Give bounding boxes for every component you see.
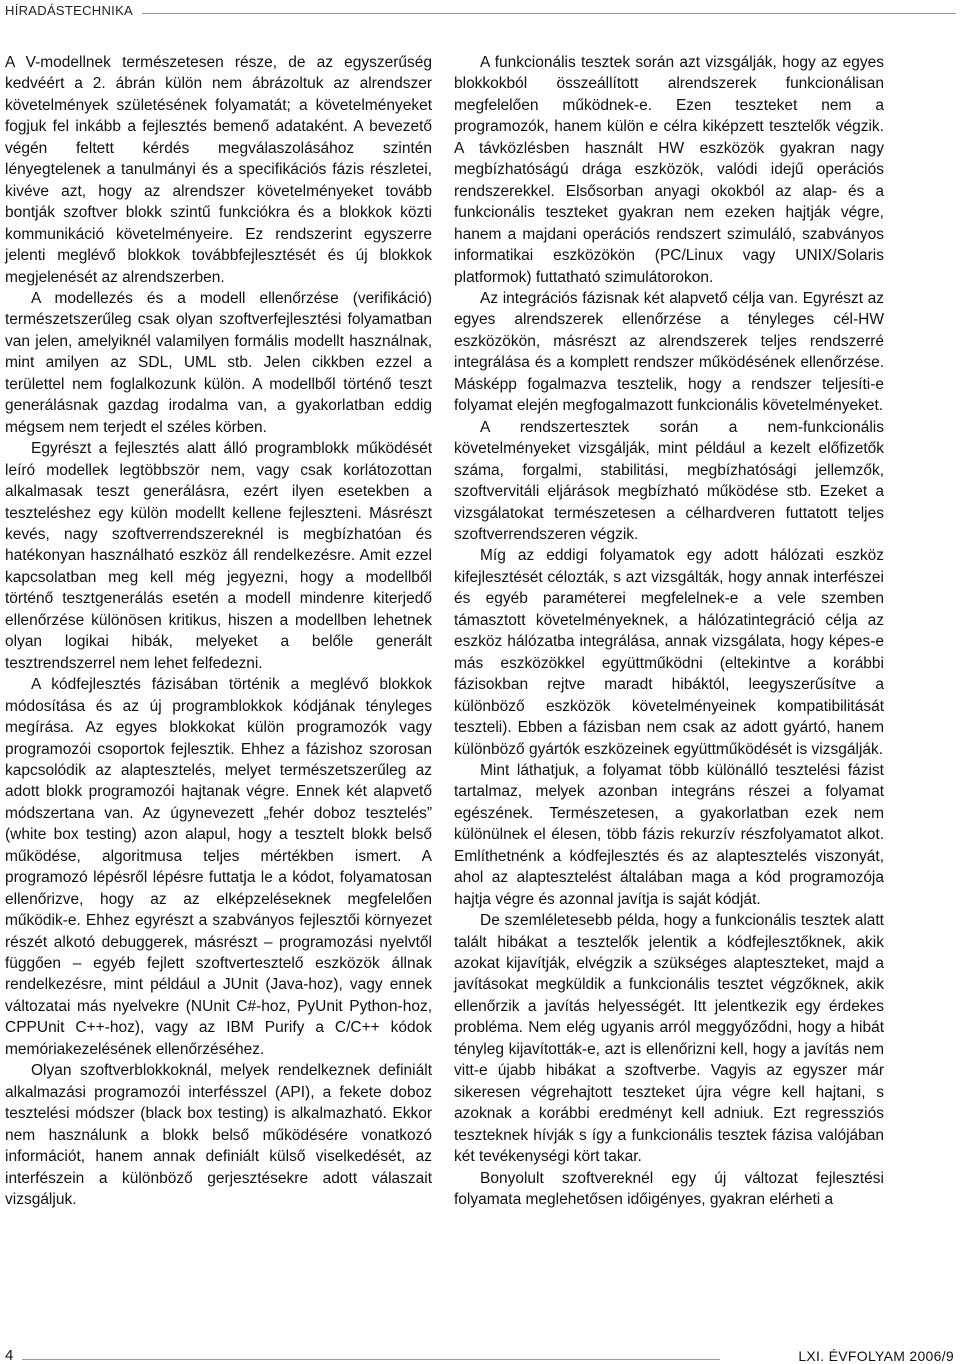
paragraph: A V-modellnek természetesen része, de az egyszerűség kedvéért a 2. ábrán külön nem ábrázoltuk az alrendszer követelmények születésének folyamatát; a követelményeket fogjuk fel inkább a fejlesztés bemenő adataként. A bevezető végén feltett kérdés megválaszolásához szintén lényegtelenek a tanulmányi és a specifikációs fázis részletei, kivéve azt, hogy az alrendszer követelményeket tovább bontják szoftver blokk szintű funkciókra és a blokkok közti kommunikáció követelményeire. Ez rendszerint egyszerre jelenti meglévő blokkok továbbfejlesztését és új blokkok megjelenését az alrendszerben. (5, 54, 432, 286)
paragraph: A funkcionális tesztek során azt vizsgálják, hogy az egyes blokkokból összeállított alrendszerek funkcionálisan megfelelően működnek-e. Ezen teszteket nem a programozók, hanem külön e célra kiképzett tesztelők végzik. A távközlésben használt HW eszközök gyakran nagy megbízhatóságú drága eszközök, valódi idejű operációs rendszerekkel. Elsősorban anyagi okokból az alap- és a funkcionális teszteket gyakran nem ezeken hajtják végre, hanem a majdani operációs rendszert szimuláló, szabványos informatikai eszközökön (PC/Linux vagy UNIX/Solaris platformok) futtatható szimulátorokon. (454, 54, 884, 286)
paragraph: Bonyolult szoftvereknél egy új változat fejlesztési folyamata meglehetősen időigényes, gyakran elérheti a (454, 1169, 884, 1209)
paragraph: A rendszertesztek során a nem-funkcionális követelményeket vizsgálják, mint például a kezelt előfizetők száma, forgalmi, stabilitási, megbízhatósági jellemzők, szoftvervitáli eljárások megbízható működése stb. Ezeket a vizsgálatokat természetesen a célhardveren futtatott teljes szoftverrendszeren végzik. (454, 418, 884, 543)
page-number: 4 (5, 1347, 14, 1364)
paragraph: Míg az eddigi folyamatok egy adott hálózati eszköz kifejlesztését célozták, s azt vizsgálták, hogy annak interfészei és egyéb paraméterei megfelelnek-e a vele szemben támasztott követelményeknek, a hálózatintegráció célja az eszköz hálózatba integrálása, annak vizsgálata, hogy képes-e más eszközökkel együttműködni (eltekintve a korábbi fázisokban rejtve maradt hibáktól, leegyszerűsítve a különböző eszközök követelményeinek kompatibilitását teszteli). Ebben a fázisban nem csak az adott gyártó, hanem különböző gyártók eszközeinek együttműködését is vizsgálják. (454, 547, 884, 758)
paragraph: Mint láthatjuk, a folyamat több különálló tesztelési fázist tartalmaz, melyek azonban integráns részei a folyamat egészének. Természetesen, a gyakorlatban ezek nem különülnek el élesen, több fázis rekurzív részfolyamatot alkot. Említhetnénk a kódfejlesztés és az alaptesztelés viszonyát, ahol az alaptesztelést általában maga a kód programozója hajtja végre és azonnal javítja is saját kódját. (454, 761, 884, 908)
paragraph: Egyrészt a fejlesztés alatt álló programblokk működését leíró modellek legtöbbször nem, vagy csak korlátozottan alkalmasak teszt generálásra, ezért ilyen esetekben a teszteléshez egy külön modellt kellene fejleszteni. Másrészt kevés, nagy szoftverrendszereknél is megbízhatóan és hatékonyan használható eszköz áll rendelkezésre. Amit ezzel kapcsolatban meg kell még jegyezni, hogy a modellből történő tesztgenerálás esetén a modell mindenre kiterjedő ellenőrzése különösen kritikus, hiszen a modellben lehetnek olyan logikai hibák, melyeket a belőle generált tesztrendszerrel nem lehet felfedezni. (5, 440, 432, 672)
paragraph: A kódfejlesztés fázisában történik a meglévő blokkok módosítása és az új programblokkok kódjának tényleges megírása. Az egyes blokkokat külön programozók vagy programozói csoportok fejlesztik. Ehhez a fázishoz szorosan kapcsolódik az alaptesztelés, melyet természetszerűleg az adott blokk programozói hajtanak végre. Ennek két alapvető módszertana van. Az úgynevezett „fehér doboz tesztelés” (white box testing) azon alapul, hogy a tesztelt blokk belső működése, algoritmusa teljes mértékben ismert. A programozó lépésről lépésre futtatja le a kódot, folyamatosan ellenőrizve, hogy az az elképzeléseknek megfelelően működik-e. Ehhez egyrészt a szabványos fejlesztői környezet részét alkotó debuggerek, másrészt – programozási nyelvtől függően – egyéb fejlett szoftvertesztelő eszközök állnak rendelkezésre, mint például a JUnit (Java-hoz), vagy ennek változatai más nyelvekre (NUnit C#-hoz, PyUnit Python-hoz, CPPUnit C++-hoz), vagy az IBM Purify a C/C++ kódok memóriakezelésének ellenőrzéséhez. (5, 676, 432, 1058)
paragraph: Olyan szoftverblokkoknál, melyek rendelkeznek definiált alkalmazási programozói interfésszel (API), a fekete doboz tesztelési módszer (black box testing) is alkalmazható. Ekkor nem használunk a blokk belső működésére vonatkozó információt, hanem annak definiált külső viselkedését, az interfészein a különböző gerjesztésekre adott válaszait vizsgáljuk. (5, 1062, 432, 1209)
footer-rule (22, 1359, 720, 1360)
paragraph: De szemléletesebb példa, hogy a funkcionális tesztek alatt talált hibákat a tesztelők jelentik a kódfejlesztőknek, akik azokat kijavítják, elvégzik a szükséges alapteszteket, majd a javításokat megküldik a funkcionális tesztet végzőknek, akik ellenőrzik a javítás helyességét. Itt jelentkezik egy érdekes probléma. Nem elég ugyanis arról meggyőződni, hogy a hibát tényleg kijavították-e, azt is ellenőrizni kell, hogy a javítás nem vitt-e újabb hibákat a szoftverbe. Vagyis az egyszer már sikeresen végrehajtott teszteket újra végre kell hajtani, s azoknak a korábbi eredményt kell adniuk. Ezt regressziós teszteknek hívják s így a funkcionális tesztek fázisa valójában két tevékenységi kört takar. (454, 912, 884, 1166)
right-column (454, 52, 884, 1210)
paragraph: Az integrációs fázisnak két alapvető célja van. Egyrészt az egyes alrendszerek ellenőrzése a tényleges cél-HW eszközökön, másrészt az alrendszerek teljes rendszerré integrálása és a komplett rendszer működésének ellenőrzése. Másképp fogalmazva tesztelik, hogy a rendszer teljesíti-e folyamat elején megfogalmazott funkcionális követelményeket. (454, 289, 884, 415)
paragraph: A modellezés és a modell ellenőrzése (verifikáció) természetszerűleg csak olyan szoftverfejlesztési folyamatban van jelen, amelyiknél valamilyen formális modellt használnak, mint amilyen az SDL, UML stb. Jelen cikkben ezzel a területtel nem foglalkozunk külön. A modellből történő teszt generálásnak gazdag irodalma van, a gyakorlatban eddig mégsem nem terjedt el széles körben. (5, 289, 432, 436)
issue-label: LXI. ÉVFOLYAM 2006/9 (798, 1348, 954, 1364)
header-rule (142, 13, 956, 14)
left-column (5, 52, 432, 1210)
running-footer (0, 1338, 960, 1364)
running-header (0, 0, 960, 24)
section-title: HÍRADÁSTECHNIKA (5, 3, 134, 18)
